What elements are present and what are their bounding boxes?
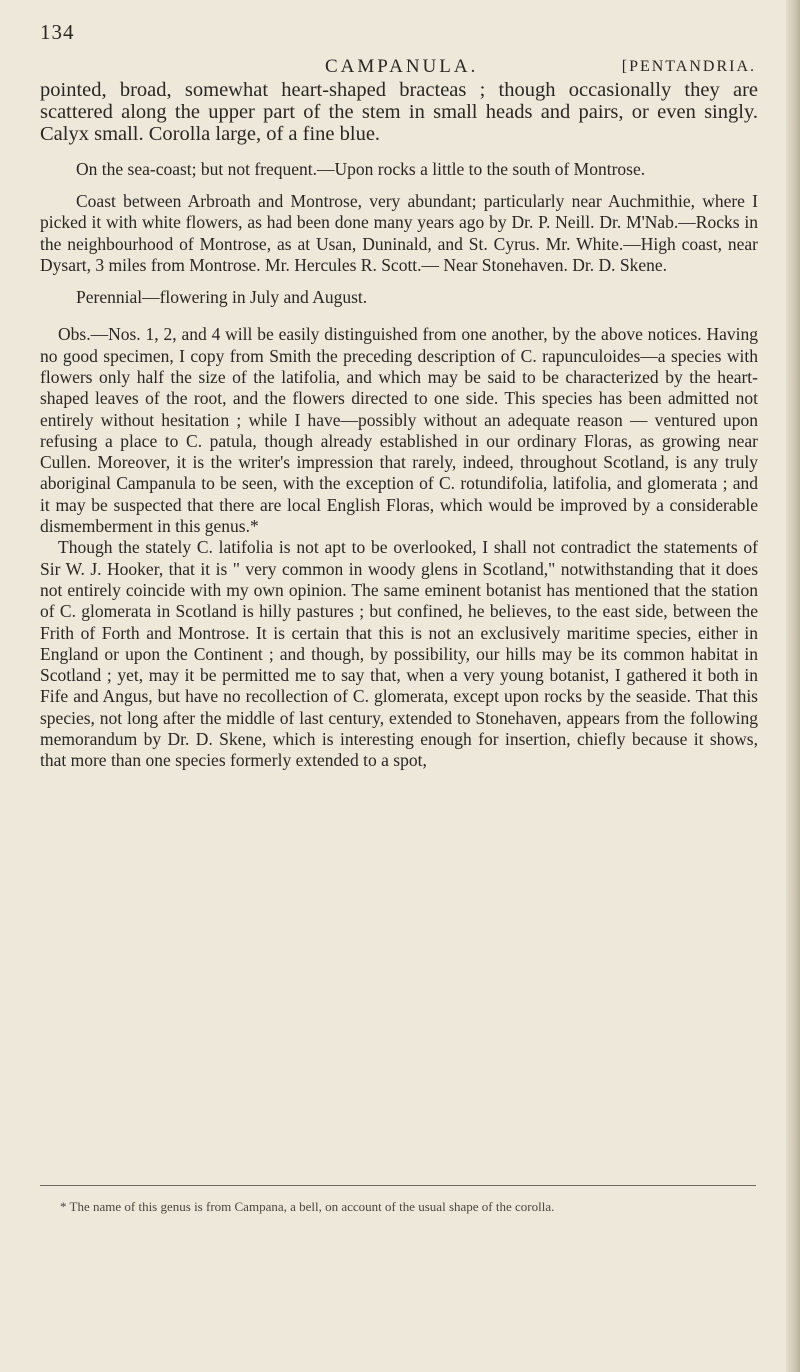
section-title: [PENTANDRIA. bbox=[621, 58, 756, 75]
page-header bbox=[40, 20, 756, 78]
page-number: 134 bbox=[40, 20, 75, 44]
observations-paragraph: Obs.—Nos. 1, 2, and 4 will be easily distinguished from one another, by the above notices. Having no good specimen, I copy from Smith the preceding description of C. rapunculoides—a species with flowers only half the size of the latifolia, and which may be said to be characterized by the heart-shaped leaves of the root, and the flowers directed to one side. This species has been admitted not entirely without hesitation ; while I have—possibly without an adequate reason — ventured upon refusing a place to C. patula, though already established in our ordinary Floras, as growing near Cullen. Moreover, it is the writer's impression that rarely, indeed, throughout Scotland, is any truly aboriginal Campanula to be seen, with the exception of C. rotundifolia, latifolia, and glomerata ; and it may be suspected that there are local English Floras, which would be improved by a considerable dismemberment in this genus.* bbox=[40, 324, 758, 537]
footnote: * The name of this genus is from Campana, a bell, on account of the usual shape of the corolla. bbox=[60, 1199, 555, 1214]
habitat-paragraph: On the sea-coast; but not frequent.—Upon rocks a little to the south of Montrose. bbox=[76, 159, 646, 180]
running-title: CAMPANULA. bbox=[325, 56, 479, 77]
main-text bbox=[40, 80, 758, 772]
flowering-period: Perennial—flowering in July and August. bbox=[76, 286, 368, 307]
observations-paragraph-2: Though the stately C. latifolia is not apt to be overlooked, I shall not contradict the statements of Sir W. J. Hooker, that it is " very common in woody glens in Scotland," notwithstanding that it does not entirely coincide with my own opinion. The same eminent botanist has mentioned that the station of C. glomerata in Scotland is hilly pastures ; but confined, he believes, to the east side, between the Frith of Forth and Montrose. It is certain that this is not an exclusively maritime species, either in England or upon the Continent ; and though, by possibility, our hills may be its common habitat in Scotland ; yet, may it be permitted me to say that, when a very young botanist, I gathered it both in Fife and Angus, but have no recollection of C. glomerata, except upon rocks by the seaside. That this species, not long after the middle of last century, extended to Stonehaven, appears from the following memorandum by Dr. D. Skene, which is interesting enough for insertion, chiefly because it shows, that more than one species formerly extended to a spot, bbox=[40, 537, 758, 771]
localities-paragraph: Coast between Arbroath and Montrose, very abundant; particularly near Auchmithie, where I picked it with white flowers, as had been done many years ago by Dr. P. Neill. Dr. M'Nab.—Rocks in the neighbourhood of Montrose, as at Usan, Duninald, and St. Cyrus. Mr. White.—High coast, near Dysart, 3 miles from Montrose. Mr. Hercules R. Scott.— Near Stonehaven. Dr. D. Skene. bbox=[40, 190, 758, 276]
page-edge bbox=[786, 0, 800, 1372]
footnote-rule bbox=[40, 1185, 756, 1186]
species-description: pointed, broad, somewhat heart-shaped bracteas ; though occasionally they are scattered along the upper part of the stem in small heads and pairs, or even singly. Calyx small. Corolla large, of a fine blue. bbox=[40, 79, 758, 145]
